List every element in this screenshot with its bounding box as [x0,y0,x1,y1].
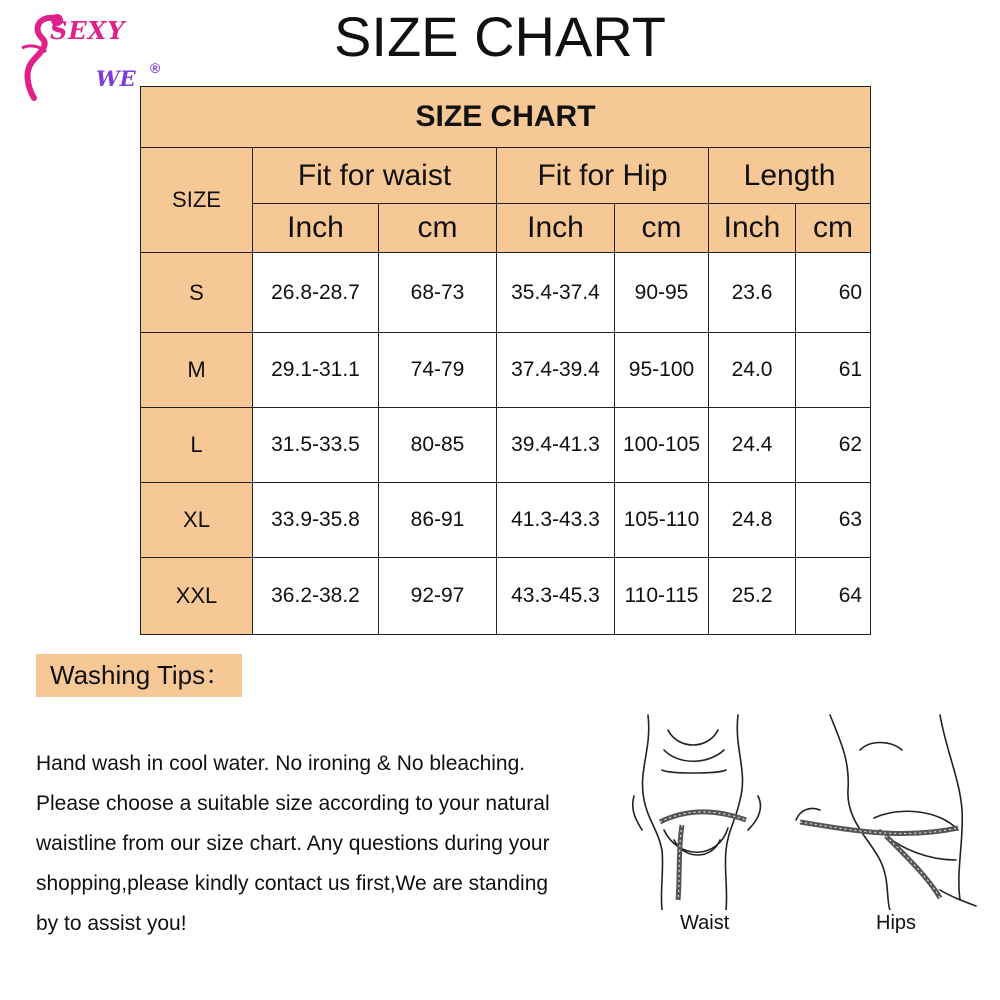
unit-header: cm [615,204,709,253]
table-banner: SIZE CHART [141,87,871,148]
table-cell: 29.1-31.1 [253,333,379,408]
table-cell: 31.5-33.5 [253,408,379,483]
table-cell: 68-73 [379,253,497,333]
table-cell: 26.8-28.7 [253,253,379,333]
unit-header: Inch [497,204,615,253]
waist-measure-illustration [628,710,768,910]
logo-text-we: WE [96,66,136,91]
table-cell: 92-97 [379,558,497,635]
tips-line: shopping,please kindly contact us first,We are standing [36,872,549,895]
table-cell: 24.8 [709,483,796,558]
table-cell: 39.4-41.3 [497,408,615,483]
table-cell: 35.4-37.4 [497,253,615,333]
logo-text-sexy: SEXY [50,16,126,45]
waist-label: Waist [680,912,730,934]
waist-group-header: Fit for waist [253,148,497,204]
table-cell: 61 [796,333,871,408]
tips-line: Please choose a suitable size according to your natural [36,792,550,815]
table-cell: 24.4 [709,408,796,483]
tips-line: waistline from our size chart. Any questions during your [36,832,550,855]
table-cell: 90-95 [615,253,709,333]
table-cell: 43.3-45.3 [497,558,615,635]
table-row [141,408,871,483]
table-cell: 37.4-39.4 [497,333,615,408]
washing-tips-label: Washing Tips： [36,654,242,697]
table-row [141,558,871,635]
tips-line: Hand wash in cool water. No ironing & No bleaching. [36,752,526,775]
table-cell: 95-100 [615,333,709,408]
hips-label: Hips [876,912,917,934]
table-cell: 25.2 [709,558,796,635]
table-cell: 24.0 [709,333,796,408]
page-title: SIZE CHART [334,5,666,68]
hips-measure-illustration [790,710,980,910]
registered-mark: ® [150,60,161,76]
size-column-header: SIZE [141,148,253,253]
table-cell: 110-115 [615,558,709,635]
washing-tips-text [36,744,626,944]
unit-header: cm [379,204,497,253]
table-cell: 62 [796,408,871,483]
table-cell: 86-91 [379,483,497,558]
table-cell: 33.9-35.8 [253,483,379,558]
size-label: XXL [141,558,253,635]
table-cell: 105-110 [615,483,709,558]
unit-header: Inch [253,204,379,253]
unit-header: cm [796,204,871,253]
table-row [141,253,871,333]
table-row [141,483,871,558]
table-cell: 63 [796,483,871,558]
table-cell: 60 [796,253,871,333]
table-cell: 64 [796,558,871,635]
size-label: M [141,333,253,408]
table-cell: 23.6 [709,253,796,333]
table-row [141,333,871,408]
length-group-header: Length [709,148,871,204]
unit-header: Inch [709,204,796,253]
size-label: L [141,408,253,483]
size-chart-table [140,86,871,635]
size-label: S [141,253,253,333]
table-cell: 36.2-38.2 [253,558,379,635]
table-cell: 100-105 [615,408,709,483]
table-cell: 41.3-43.3 [497,483,615,558]
table-cell: 74-79 [379,333,497,408]
tips-line: by to assist you! [36,912,187,935]
hip-group-header: Fit for Hip [497,148,709,204]
size-label: XL [141,483,253,558]
table-cell: 80-85 [379,408,497,483]
